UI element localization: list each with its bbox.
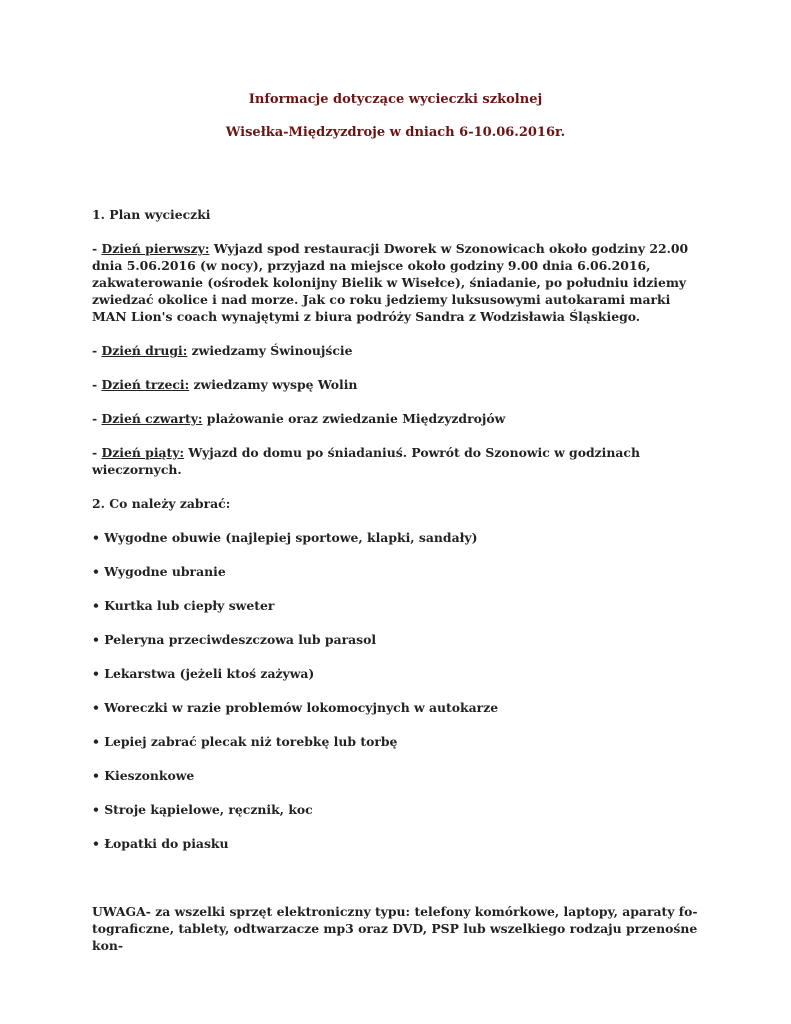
packing-item: • Kurtka lub ciepły sweter [92, 598, 275, 613]
packing-item: • Peleryna przeciwdeszczowa lub parasol [92, 632, 377, 647]
day-text: plażowanie oraz zwiedzanie Międzyzdrojów [202, 411, 506, 426]
day-5 [92, 444, 704, 478]
section-packing-heading: 2. Co należy zabrać: [92, 496, 231, 511]
day-label: Dzień trzeci: [101, 377, 190, 392]
day-prefix: - [92, 377, 102, 392]
day-text: Wyjazd spod restauracji Dworek w Szonowicach około godziny 22.00 dnia 5.06.2016 (w nocy), przyjazd na miejsce około godziny 9.00 dnia 6.06.2016, zakwaterowanie (ośrodek kolonijny Bielik w Wisełce), śniadanie, po południu idziemy zwiedzać okolice i nad morze. Jak co roku jedziemy luksusowymi autokarami marki MAN Lion's coach wynajętymi z biura podróży Sandra z Wodzisławia Śląskiego. [92, 241, 689, 324]
day-label: Dzień drugi: [101, 343, 188, 358]
day-3 [92, 376, 704, 393]
spacer [92, 869, 704, 903]
packing-item: • Lepiej zabrać plecak niż torebkę lub torbę [92, 734, 398, 749]
day-prefix: - [92, 411, 102, 426]
day-text: Wyjazd do domu po śniadaniuś. Powrót do Szonowic w godzinach wieczornych. [92, 445, 640, 477]
day-4 [92, 410, 704, 427]
section-plan-heading: 1. Plan wycieczki [92, 207, 211, 222]
packing-item: • Lekarstwa (jeżeli ktoś zażywa) [92, 666, 315, 681]
warning-notice: UWAGA- za wszelki sprzęt elektroniczny typu: telefony komórkowe, laptopy, aparaty fo- tograficzne, tablety, odtwarzacze mp3 oraz DVD, PSP lub wszelkiego rodzaju przenośne kon- [92, 904, 698, 953]
day-1 [92, 240, 704, 325]
packing-item: • Łopatki do piasku [92, 836, 229, 851]
day-prefix: - [92, 241, 102, 256]
day-text: zwiedzamy wyspę Wolin [189, 377, 358, 392]
packing-item: • Woreczki w razie problemów lokomocyjnych w autokarze [92, 700, 499, 715]
document-title: Informacje dotyczące wycieczki szkolnej [248, 92, 543, 107]
day-text: zwiedzamy Świnoujście [187, 343, 353, 358]
document-body [92, 206, 704, 971]
day-label: Dzień piąty: [101, 445, 185, 460]
packing-item: • Stroje kąpielowe, ręcznik, koc [92, 802, 313, 817]
day-prefix: - [92, 343, 102, 358]
document-subtitle: Wisełka-Międzyzdroje w dniach 6-10.06.2016r. [225, 125, 566, 140]
packing-item: • Kieszonkowe [92, 768, 195, 783]
day-2 [92, 342, 704, 359]
day-label: Dzień pierwszy: [101, 241, 210, 256]
packing-item: • Wygodne obuwie (najlepiej sportowe, klapki, sandały) [92, 530, 478, 545]
day-label: Dzień czwarty: [101, 411, 203, 426]
packing-item: • Wygodne ubranie [92, 564, 226, 579]
day-prefix: - [92, 445, 102, 460]
